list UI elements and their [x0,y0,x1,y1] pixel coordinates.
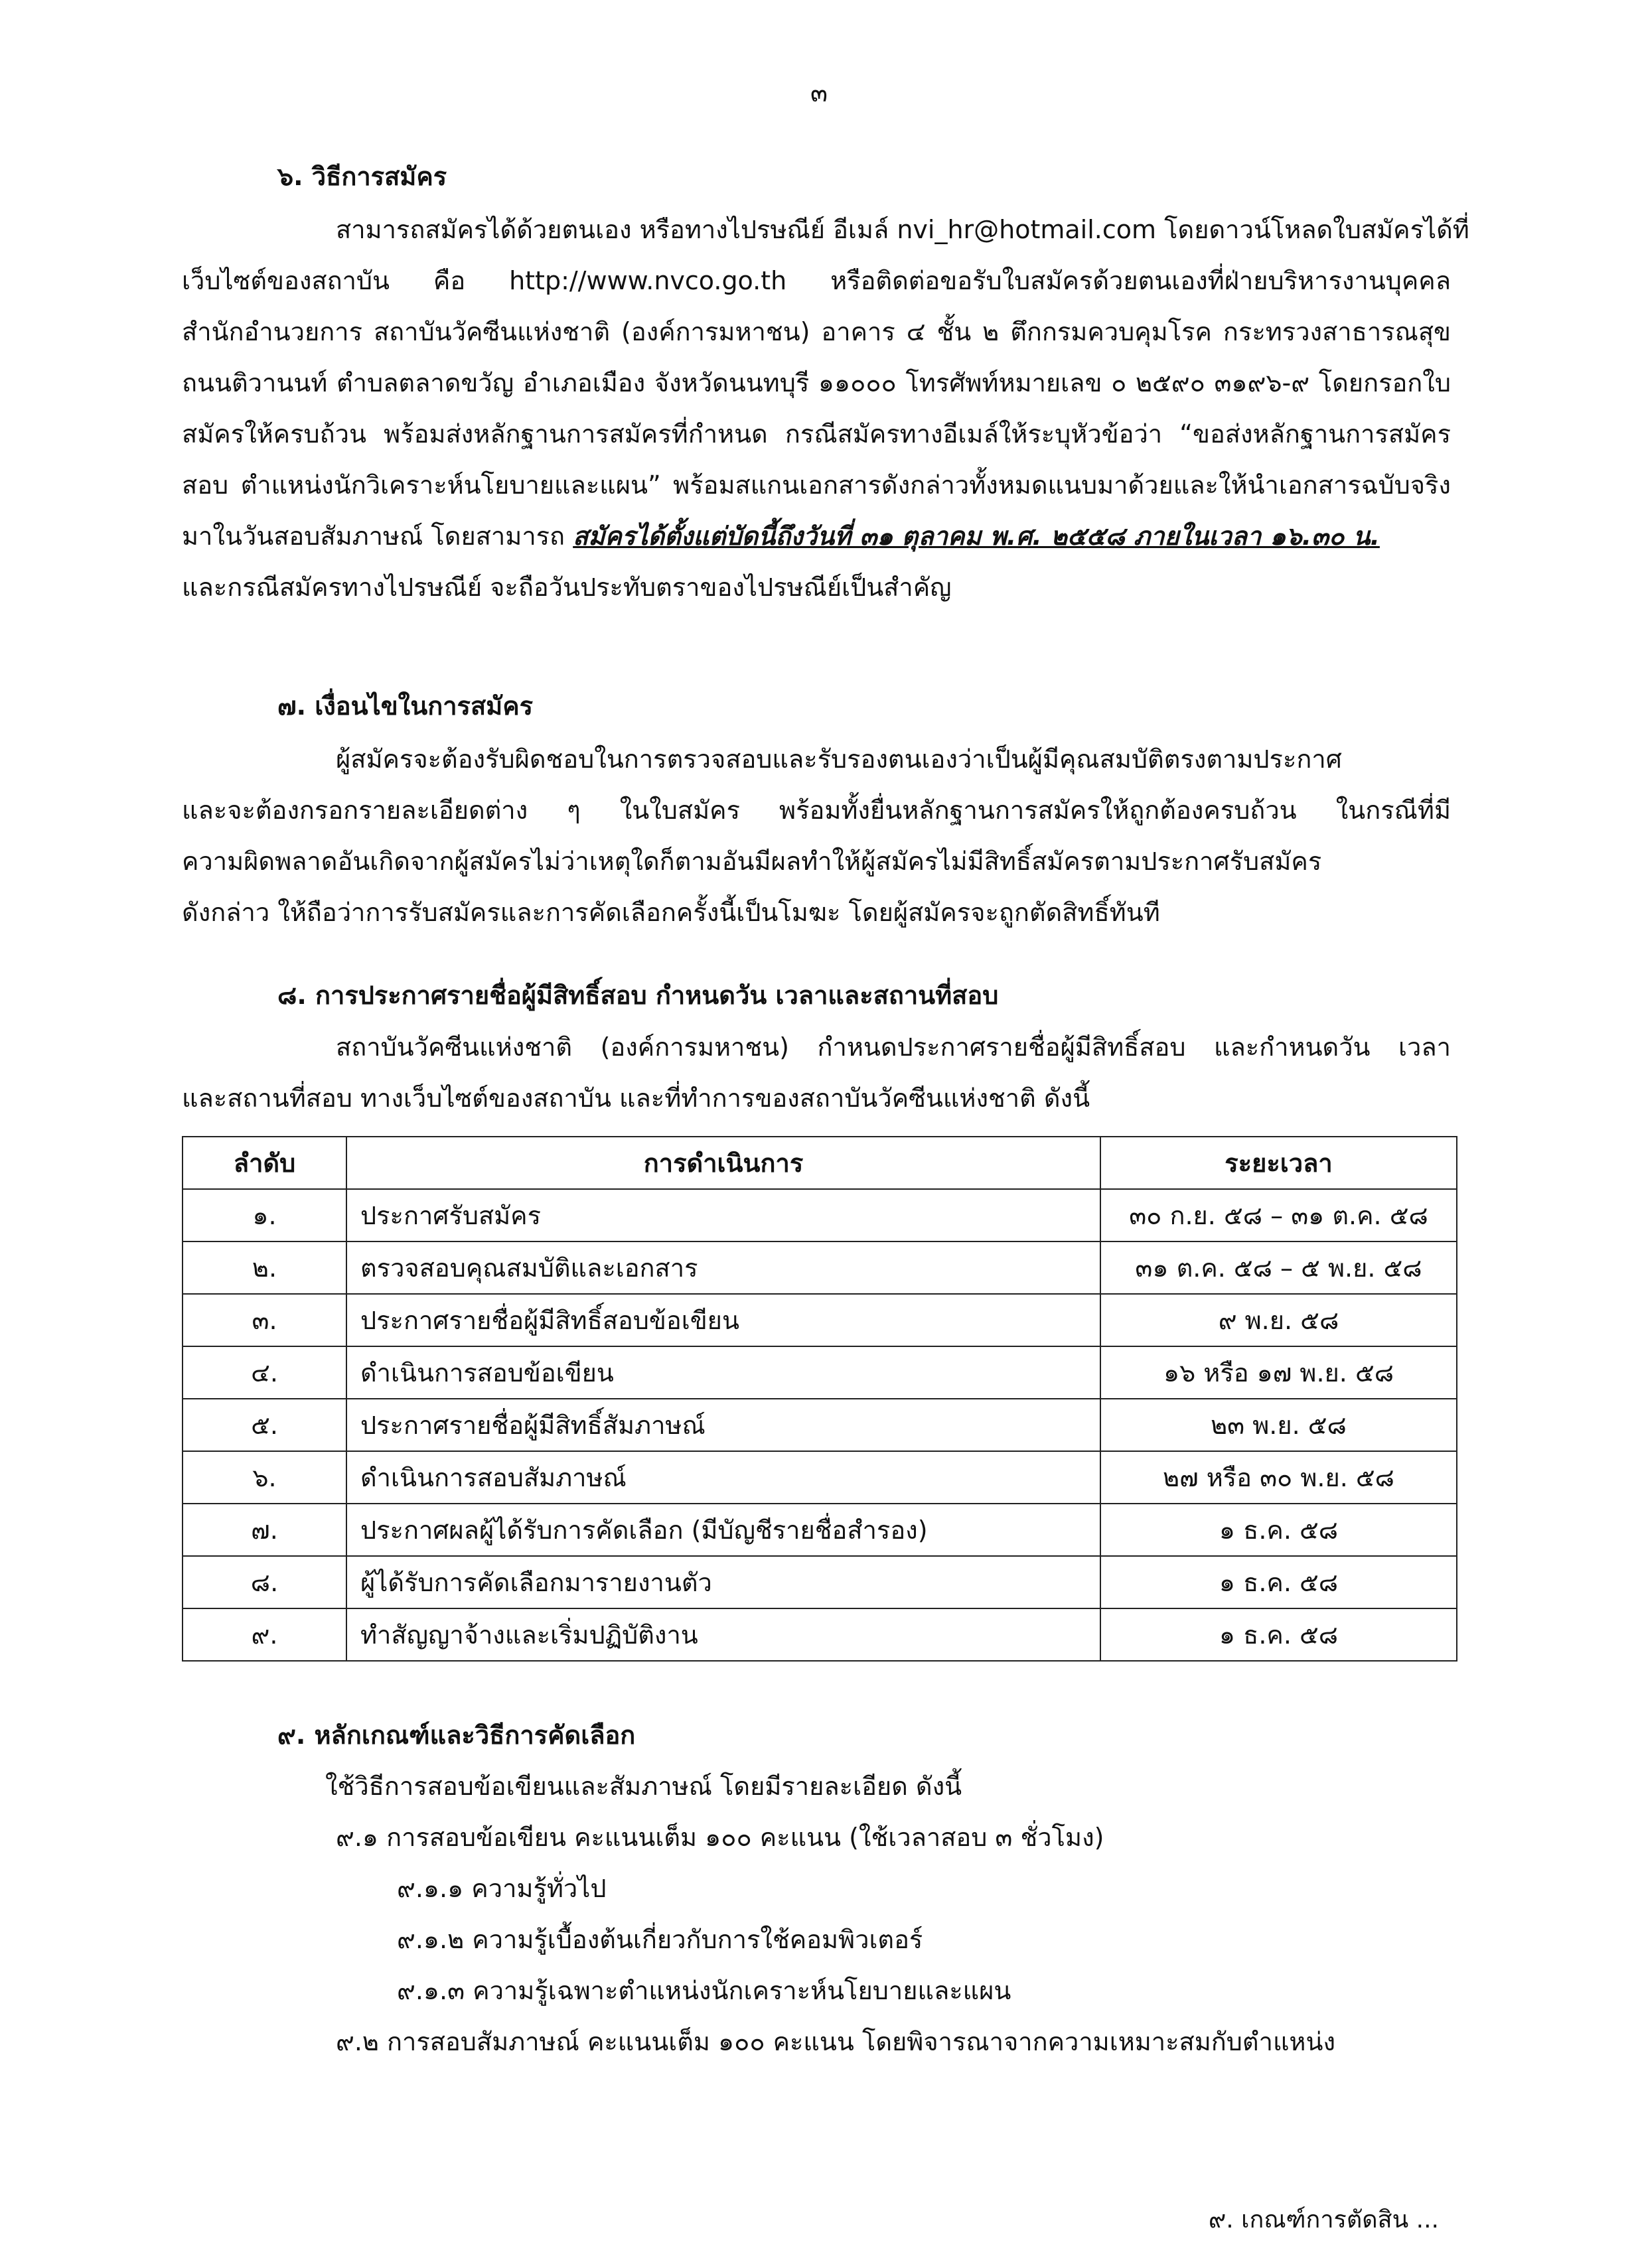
row-activity: ประกาศรับสมัคร [346,1189,1100,1241]
application-deadline: สมัครได้ตั้งแต่บัดนี้ถึงวันที่ ๓๑ ตุลาคม พ.ศ. ๒๕๕๘ ภายในเวลา ๑๖.๓๐ น. [573,522,1380,551]
section-7-line-2: และจะต้องกรอกรายละเอียดต่าง ๆ ในใบสมัคร พร้อมทั้งยื่นหลักฐานการสมัครให้ถูกต้องครบถ้วน ในกรณีที่มี [182,796,1451,825]
section-9-line-3: ๙.๑.๑ ความรู้ทั่วไป [397,1874,607,1903]
table-row [183,1504,1457,1556]
row-period: ๑ ธ.ค. ๕๘ [1100,1556,1457,1608]
section-6-line-6: สอบ ตำแหน่งนักวิเคราะห์นโยบายและแผน” พร้อมสแกนเอกสารดังกล่าวทั้งหมดแนบมาด้วยและให้นำเอกสารฉบับจริง [182,470,1451,500]
section-6-line-4: ถนนติวานนท์ ตำบลตลาดขวัญ อำเภอเมือง จังหวัดนนทบุรี ๑๑๐๐๐ โทรศัพท์หมายเลข ๐ ๒๕๙๐ ๓๑๙๖-๙ โดยกรอกใบ [182,368,1451,397]
header-activity: การดำเนินการ [346,1137,1100,1189]
section-6-line-3: สำนักอำนวยการ สถาบันวัคซีนแห่งชาติ (องค์การมหาชน) อาคาร ๔ ชั้น ๒ ตึกกรมควบคุมโรค กระทรวงสาธารณสุข [182,317,1451,346]
row-number: ๑. [183,1189,346,1241]
section-6-line-7-text: มาในวันสอบสัมภาษณ์ โดยสามารถ [182,522,573,551]
row-activity: ประกาศผลผู้ได้รับการคัดเลือก (มีบัญชีรายชื่อสำรอง) [346,1504,1100,1556]
section-9-line-2: ๙.๑ การสอบข้อเขียน คะแนนเต็ม ๑๐๐ คะแนน (ใช้เวลาสอบ ๓ ชั่วโมง) [336,1823,1104,1852]
section-9-heading: ๙. หลักเกณฑ์และวิธีการคัดเลือก [277,1721,636,1750]
row-activity: ดำเนินการสอบสัมภาษณ์ [346,1451,1100,1504]
page-number: ๓ [810,78,828,107]
table-row [183,1241,1457,1294]
table-row [183,1608,1457,1661]
row-number: ๗. [183,1504,346,1556]
row-number: ๓. [183,1294,346,1346]
section-8-heading: ๘. การประกาศรายชื่อผู้มีสิทธิ์สอบ กำหนดวัน เวลาและสถานที่สอบ [277,981,999,1010]
row-period: ๑ ธ.ค. ๕๘ [1100,1608,1457,1661]
section-9-line-4: ๙.๑.๒ ความรู้เบื้องต้นเกี่ยวกับการใช้คอมพิวเตอร์ [397,1925,923,1954]
section-6-line-5: สมัครให้ครบถ้วน พร้อมส่งหลักฐานการสมัครที่กำหนด กรณีสมัครทางอีเมล์ให้ระบุหัวข้อว่า “ขอส่งหลักฐานการสมัคร [182,419,1451,449]
row-number: ๖. [183,1451,346,1504]
section-7-heading: ๗. เงื่อนไขในการสมัคร [277,691,534,721]
row-activity: ประกาศรายชื่อผู้มีสิทธิ์สอบข้อเขียน [346,1294,1100,1346]
row-number: ๙. [183,1608,346,1661]
row-number: ๕. [183,1399,346,1451]
row-number: ๔. [183,1346,346,1399]
row-activity: ดำเนินการสอบข้อเขียน [346,1346,1100,1399]
section-9-line-1: ใช้วิธีการสอบข้อเขียนและสัมภาษณ์ โดยมีรายละเอียด ดังนี้ [325,1772,962,1801]
section-6-heading: ๖. วิธีการสมัคร [277,162,447,191]
table-row [183,1189,1457,1241]
row-period: ๒๗ หรือ ๓๐ พ.ย. ๕๘ [1100,1451,1457,1504]
section-9-line-5: ๙.๑.๓ ความรู้เฉพาะตำแหน่งนักเคราะห์นโยบายและแผน [397,1976,1011,2005]
section-8-line-1: สถาบันวัคซีนแห่งชาติ (องค์การมหาชน) กำหนดประกาศรายชื่อผู้มีสิทธิ์สอบ และกำหนดวัน เวลา [336,1032,1451,1062]
row-activity: ตรวจสอบคุณสมบัติและเอกสาร [346,1241,1100,1294]
row-period: ๑๖ หรือ ๑๗ พ.ย. ๕๘ [1100,1346,1457,1399]
section-7-line-3: ความผิดพลาดอันเกิดจากผู้สมัครไม่ว่าเหตุใดก็ตามอันมีผลทำให้ผู้สมัครไม่มีสิทธิ์สมัครตามประกาศรับสมัคร [182,847,1322,876]
table-row [183,1399,1457,1451]
table-row [183,1346,1457,1399]
section-6-line-1: สามารถสมัครได้ด้วยตนเอง หรือทางไปรษณีย์ อีเมล์ nvi_hr@hotmail.com โดยดาวน์โหลดใบสมัครได้ที่ [336,215,1469,244]
row-number: ๒. [183,1241,346,1294]
row-activity: ทำสัญญาจ้างและเริ่มปฏิบัติงาน [346,1608,1100,1661]
row-period: ๓๑ ต.ค. ๕๘ – ๕ พ.ย. ๕๘ [1100,1241,1457,1294]
continuation-note: ๙. เกณฑ์การตัดสิน ... [1208,2206,1439,2233]
section-6-line-7 [182,516,1380,556]
row-period: ๑ ธ.ค. ๕๘ [1100,1504,1457,1556]
section-6-line-8: และกรณีสมัครทางไปรษณีย์ จะถือวันประทับตราของไปรษณีย์เป็นสำคัญ [182,573,952,602]
row-number: ๘. [183,1556,346,1608]
row-period: ๓๐ ก.ย. ๕๘ – ๓๑ ต.ค. ๕๘ [1100,1189,1457,1241]
row-period: ๒๓ พ.ย. ๕๘ [1100,1399,1457,1451]
section-7-line-1: ผู้สมัครจะต้องรับผิดชอบในการตรวจสอบและรับรองตนเองว่าเป็นผู้มีคุณสมบัติตรงตามประกาศ [336,744,1342,774]
table-header-row [183,1137,1457,1189]
table-row [183,1556,1457,1608]
row-period: ๙ พ.ย. ๕๘ [1100,1294,1457,1346]
schedule-table [182,1136,1457,1662]
row-activity: ผู้ได้รับการคัดเลือกมารายงานตัว [346,1556,1100,1608]
header-order: ลำดับ [183,1137,346,1189]
table-row [183,1294,1457,1346]
section-7-line-4: ดังกล่าว ให้ถือว่าการรับสมัครและการคัดเลือกครั้งนี้เป็นโมฆะ โดยผู้สมัครจะถูกตัดสิทธิ์ทันที [182,898,1160,927]
table-row [183,1451,1457,1504]
header-period: ระยะเวลา [1100,1137,1457,1189]
section-8-line-2: และสถานที่สอบ ทางเว็บไซต์ของสถาบัน และที่ทำการของสถาบันวัคซีนแห่งชาติ ดังนี้ [182,1084,1090,1113]
row-activity: ประกาศรายชื่อผู้มีสิทธิ์สัมภาษณ์ [346,1399,1100,1451]
section-9-line-6: ๙.๒ การสอบสัมภาษณ์ คะแนนเต็ม ๑๐๐ คะแนน โดยพิจารณาจากความเหมาะสมกับตำแหน่ง [336,2027,1336,2056]
section-6-line-2: เว็บไซต์ของสถาบัน คือ http://www.nvco.go.th หรือติดต่อขอรับใบสมัครด้วยตนเองที่ฝ่ายบริหารงานบุคคล [182,266,1451,295]
